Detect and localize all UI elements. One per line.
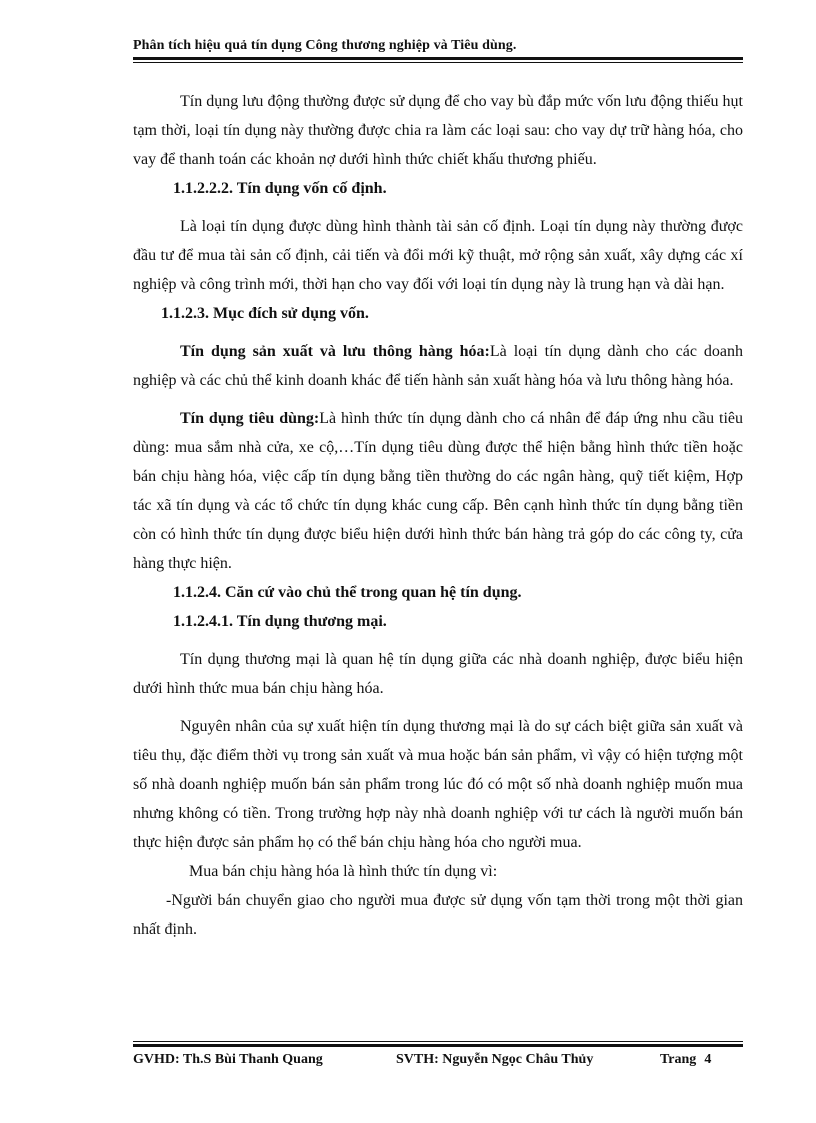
paragraph-fixed-capital-credit: Là loại tín dụng được dùng hình thành tài sản cố định. Loại tín dụng này thường được đầu tư để mua tài sản cố định, cải tiến và đổi mới kỹ thuật, mở rộng sản xuất, xây dựng các xí nghiệp và công trình mới, thời hạn cho vay đối với loại tín dụng này là trung hạn và dài hạn. — [133, 218, 743, 293]
footer-rule-thick — [133, 1044, 743, 1047]
page-number: 4 — [704, 1052, 712, 1067]
paragraph-working-capital-credit: Tín dụng lưu động thường được sử dụng để cho vay bù đắp mức vốn lưu động thiếu hụt tạm thời, loại tín dụng này thường được chia ra làm các loại sau: cho vay dự trữ hàng hóa, cho vay để thanh toán các khoản nợ dưới hình thức chiết khấu thương phiếu. — [133, 93, 743, 168]
paragraph-consumer-credit — [133, 404, 743, 578]
heading-fixed-capital-credit: 1.1.2.2.2. Tín dụng vốn cố định. — [173, 180, 387, 197]
heading-credit-subjects: 1.1.2.4. Căn cứ vào chủ thể trong quan hệ tín dụng. — [173, 584, 522, 601]
paragraph-commercial-credit-definition: Tín dụng thương mại là quan hệ tín dụng giữa các nhà doanh nghiệp, được biểu hiện dưới hình thức mua bán chịu hàng hóa. — [133, 651, 743, 697]
document-body — [133, 87, 743, 944]
footer-student: SVTH: Nguyễn Ngọc Châu Thủy — [396, 1052, 594, 1067]
paragraph-production-credit — [133, 337, 743, 395]
production-credit-text: Là loại tín dụng dành cho các doanh nghiệp và các chủ thể kinh doanh khác để tiến hành sản xuất hàng hóa và lưu thông hàng hóa. — [133, 343, 743, 389]
heading-purpose-of-capital: 1.1.2.3. Mục đích sử dụng vốn. — [161, 305, 369, 322]
paragraph-commercial-credit-causes: Nguyên nhân của sự xuất hiện tín dụng thương mại là do sự cách biệt giữa sản xuất và tiêu thụ, đặc điểm thời vụ trong sản xuất và mua hoặc bán sản phẩm, vì vậy có hiện tượng một số nhà doanh nghiệp muốn bán sản phẩm trong lúc đó có một số nhà doanh nghiệp muốn mua nhưng không có tiền. Trong trường hợp này nhà doanh nghiệp với tư cách là người muốn bán thực hiện được sản phẩm họ có thể bán chịu hàng hóa cho người mua. — [133, 718, 743, 851]
header-rule-thick — [133, 57, 743, 60]
heading-commercial-credit: 1.1.2.4.1. Tín dụng thương mại. — [173, 613, 387, 630]
production-credit-lead: Tín dụng sản xuất và lưu thông hàng hóa: — [180, 343, 490, 360]
page-label: Trang — [660, 1052, 697, 1067]
list-item: -Người bán chuyển giao cho người mua được sử dụng vốn tạm thời trong một thời gian nhất định. — [133, 892, 743, 938]
footer-page — [660, 1052, 711, 1068]
footer-supervisor: GVHD: Th.S Bùi Thanh Quang — [133, 1052, 323, 1067]
header-rule-thin — [133, 62, 743, 63]
consumer-credit-text: Là hình thức tín dụng dành cho cá nhân để đáp ứng nhu cầu tiêu dùng: mua sắm nhà cửa, xe cộ,…Tín dụng tiêu dùng được thể hiện bằng hình thức tiền hoặc bán chịu hàng hóa, việc cấp tín dụng bằng tiền thường do các ngân hàng, quỹ tiết kiệm, Hợp tác xã tín dụng và các tổ chức tín dụng khác cung cấp. Bên cạnh hình thức tín dụng bằng tiền còn có hình thức tín dụng được biểu hiện dưới hình thức bán hàng trả góp do các công ty, cửa hàng thực hiện. — [133, 410, 743, 572]
page-header-title: Phân tích hiệu quả tín dụng Công thương nghiệp và Tiêu dùng. — [133, 38, 517, 53]
consumer-credit-lead: Tín dụng tiêu dùng: — [180, 410, 320, 427]
footer-rule-thin — [133, 1041, 743, 1042]
list-intro: Mua bán chịu hàng hóa là hình thức tín dụng vì: — [189, 863, 498, 880]
